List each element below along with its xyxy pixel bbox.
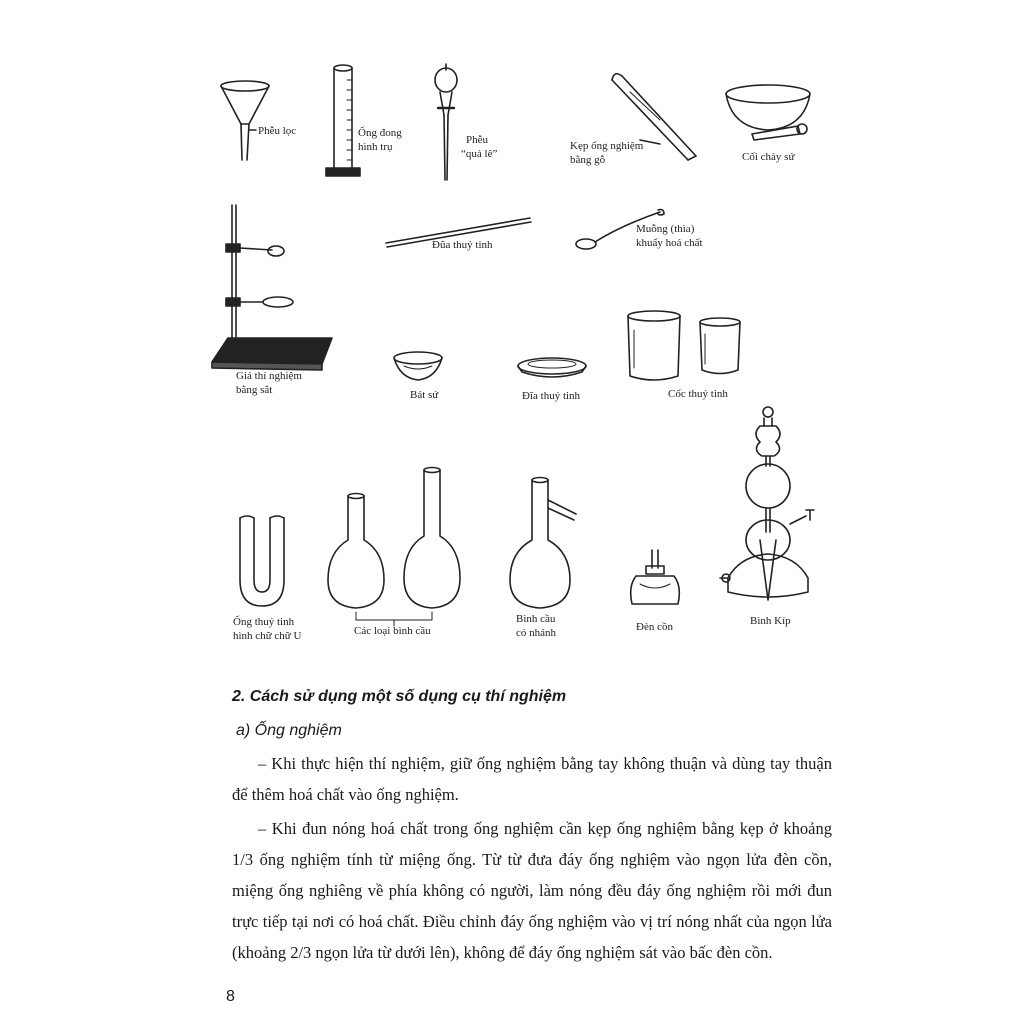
iron-stand-drawing: [212, 205, 332, 370]
u-tube-drawing: [240, 516, 284, 606]
stand-label-line1: Giá thí nghiệm: [236, 370, 302, 382]
porcelain-bowl-drawing: [394, 352, 442, 380]
beakers-label: Cốc thuỷ tinh: [668, 388, 728, 400]
cylinder-label-line2: hình trụ: [358, 141, 393, 153]
stand-label-line2: bằng sắt: [236, 384, 273, 396]
glass-rod-label: Đũa thuỷ tinh: [432, 239, 493, 251]
paragraph-2: – Khi đun nóng hoá chất trong ống nghiệm cần kẹp ống nghiệm bằng kẹp ở khoảng 1/3 ống nghiệm tính từ miệng ống. Từ từ đưa đáy ống nghiệm vào ngọn lửa đèn cồn, miệng ống nghiêng về phía không có người, làm nóng đều đáy ống nghiệm rồi mới đun trực tiếp tại nơi có hoá chất. Điều chỉnh đáy ống nghiệm vào vị trí nóng nhất của ngọn lửa (khoảng 2/3 ngọn lửa từ dưới lên), không để đáy ống nghiệm sát vào bấc đèn cồn.: [232, 819, 832, 962]
subsection-title: a) Ống nghiệm: [236, 722, 342, 739]
section-title: 2. Cách sử dụng một số dụng cụ thí nghiệm: [232, 688, 567, 705]
clamp-label-line1: Kẹp ống nghiệm: [570, 140, 644, 152]
glass-dish-label: Đĩa thuỷ tinh: [522, 390, 581, 402]
side-flask-label-line1: Bình cầu: [516, 613, 556, 625]
side-flask-label-line2: có nhánh: [516, 627, 557, 639]
clamp-label-line2: bằng gỗ: [570, 154, 606, 166]
u-tube-label-line1: Ống thuỷ tinh: [233, 616, 295, 628]
graduated-cylinder-drawing: [326, 65, 360, 176]
glass-dish-drawing: [518, 358, 586, 377]
kipp-label: Bình Kíp: [750, 615, 791, 627]
pear-funnel-label-line2: “quả lê”: [461, 148, 498, 160]
kipp-apparatus-drawing: [720, 407, 814, 600]
burner-label: Đèn cồn: [636, 621, 673, 633]
spoon-label-line1: Muỗng (thìa): [636, 223, 695, 235]
cylinder-label-line1: Ống đong: [358, 127, 402, 139]
mortar-pestle-drawing: [726, 85, 810, 140]
porcelain-bowl-label: Bát sứ: [410, 389, 439, 401]
u-tube-label-line2: hình chữ chữ U: [233, 630, 302, 642]
beakers-drawing: [628, 311, 740, 380]
pear-funnel-label-line1: Phễu: [466, 134, 488, 146]
round-flasks-drawing: [328, 468, 460, 627]
page-number: 8: [226, 988, 235, 1005]
funnel-label: Phễu lọc: [258, 125, 297, 137]
mortar-label: Cối chày sứ: [742, 151, 795, 163]
pear-funnel-drawing: [435, 64, 457, 180]
spoon-label-line2: khuấy hoá chất: [636, 237, 703, 249]
alcohol-burner-drawing: [631, 550, 680, 604]
funnel-drawing: [221, 81, 269, 160]
flasks-label: Các loại bình cầu: [354, 625, 431, 637]
side-arm-flask-drawing: [510, 478, 576, 609]
paragraph-1: – Khi thực hiện thí nghiệm, giữ ống nghiệm bằng tay không thuận và dùng tay thuận để thêm hoá chất vào ống nghiệm.: [232, 754, 832, 804]
